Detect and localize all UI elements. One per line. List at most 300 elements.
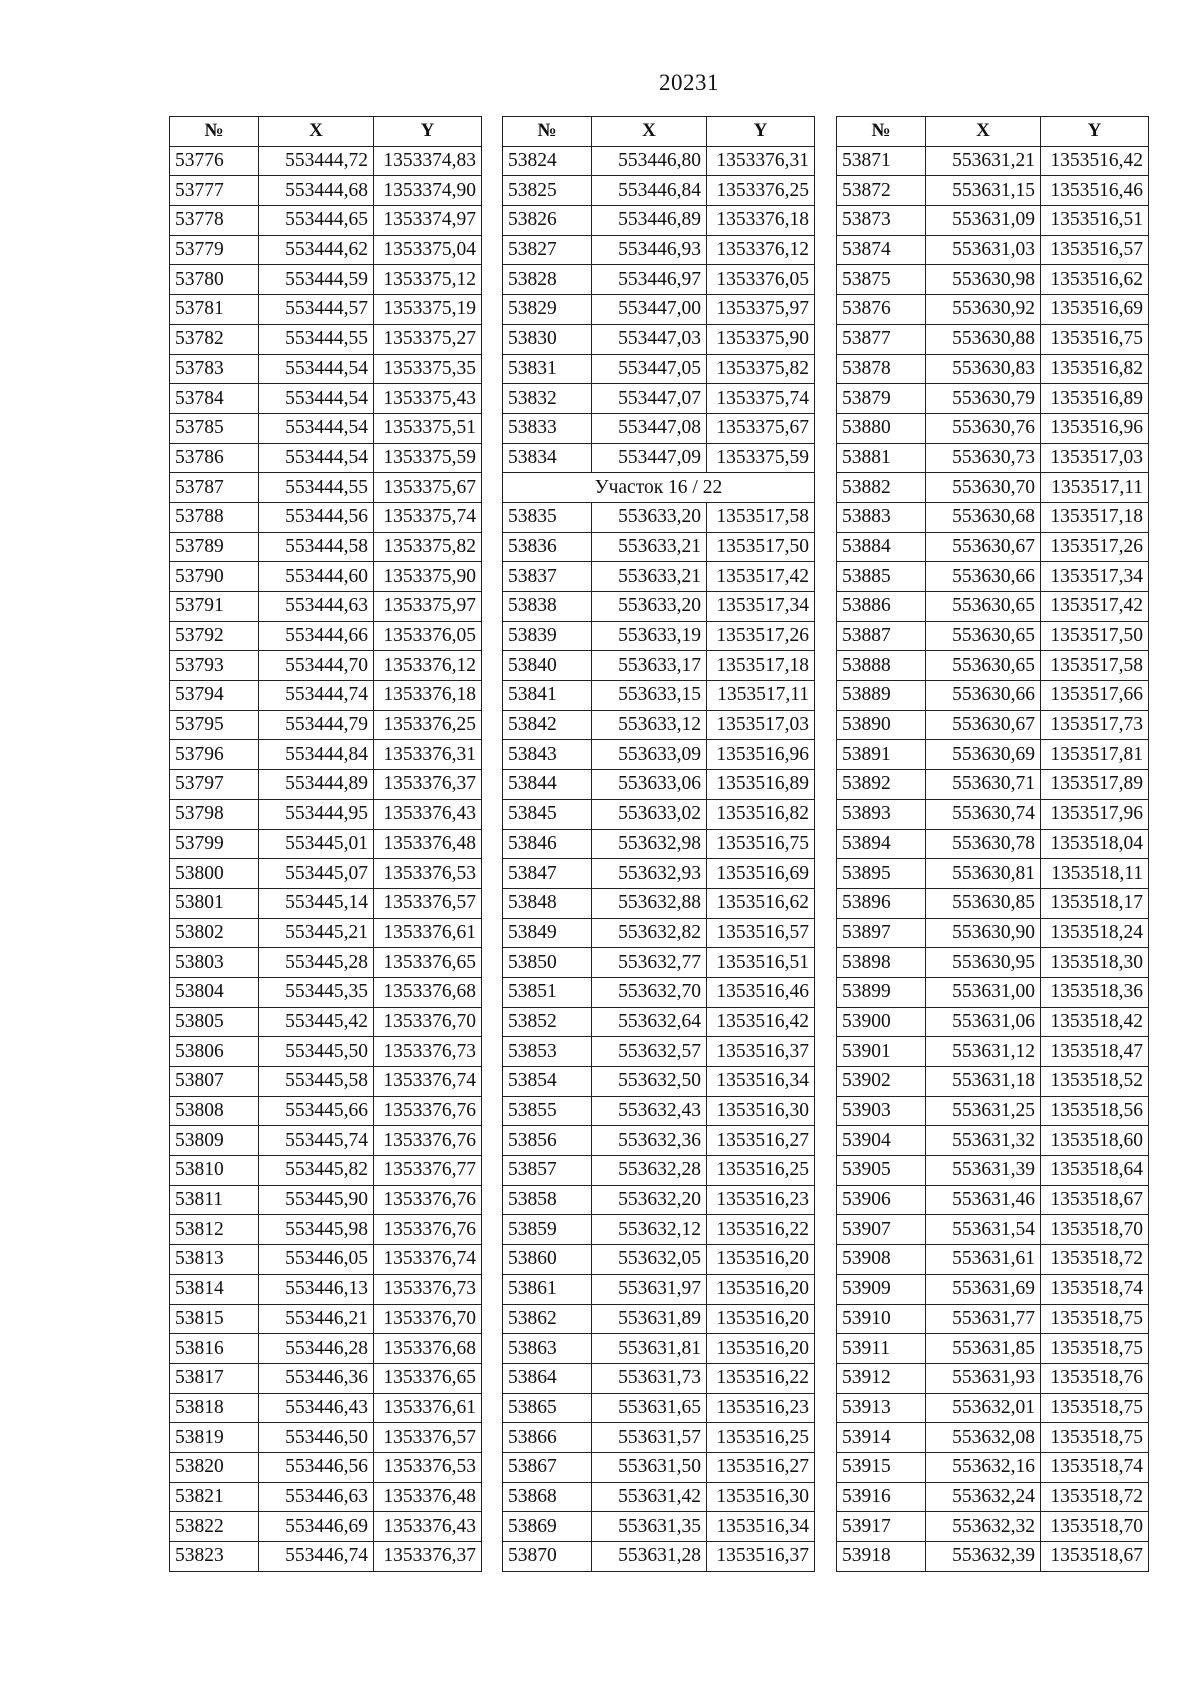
point-number-cell: 53831 bbox=[503, 354, 592, 384]
y-coordinate-cell: 1353517,26 bbox=[707, 621, 815, 651]
point-number-cell: 53854 bbox=[503, 1067, 592, 1097]
x-coordinate-cell: 553632,28 bbox=[592, 1156, 707, 1186]
point-number-cell: 53778 bbox=[170, 206, 259, 236]
x-coordinate-cell: 553445,98 bbox=[259, 1215, 374, 1245]
table-row bbox=[170, 592, 482, 622]
x-coordinate-cell: 553630,70 bbox=[926, 473, 1041, 503]
point-number-cell: 53901 bbox=[837, 1037, 926, 1067]
y-coordinate-cell: 1353376,68 bbox=[374, 977, 482, 1007]
table-row bbox=[170, 1512, 482, 1542]
x-coordinate-cell: 553631,50 bbox=[592, 1452, 707, 1482]
point-number-cell: 53819 bbox=[170, 1423, 259, 1453]
table-row bbox=[837, 473, 1149, 503]
table-row bbox=[503, 799, 815, 829]
table-row bbox=[503, 1007, 815, 1037]
table-row bbox=[503, 443, 815, 473]
x-coordinate-cell: 553444,58 bbox=[259, 532, 374, 562]
table-header bbox=[837, 117, 1149, 147]
table-row bbox=[503, 176, 815, 206]
point-number-cell: 53867 bbox=[503, 1452, 592, 1482]
y-coordinate-cell: 1353518,17 bbox=[1041, 888, 1149, 918]
x-coordinate-cell: 553444,79 bbox=[259, 710, 374, 740]
table-row bbox=[503, 502, 815, 532]
point-number-cell: 53837 bbox=[503, 562, 592, 592]
table-row bbox=[503, 888, 815, 918]
table-row bbox=[503, 1067, 815, 1097]
y-coordinate-cell: 1353518,47 bbox=[1041, 1037, 1149, 1067]
table-row bbox=[170, 324, 482, 354]
y-coordinate-cell: 1353518,74 bbox=[1041, 1452, 1149, 1482]
y-coordinate-cell: 1353375,27 bbox=[374, 324, 482, 354]
point-number-cell: 53848 bbox=[503, 888, 592, 918]
point-number-cell: 53881 bbox=[837, 443, 926, 473]
table-row bbox=[503, 1096, 815, 1126]
point-number-cell: 53808 bbox=[170, 1096, 259, 1126]
y-coordinate-cell: 1353376,73 bbox=[374, 1274, 482, 1304]
point-number-cell: 53792 bbox=[170, 621, 259, 651]
point-number-cell: 53879 bbox=[837, 384, 926, 414]
y-coordinate-cell: 1353376,31 bbox=[707, 146, 815, 176]
point-number-cell: 53794 bbox=[170, 681, 259, 711]
point-number-cell: 53878 bbox=[837, 354, 926, 384]
y-coordinate-cell: 1353375,19 bbox=[374, 295, 482, 325]
y-coordinate-cell: 1353376,57 bbox=[374, 888, 482, 918]
y-coordinate-cell: 1353516,22 bbox=[707, 1363, 815, 1393]
point-number-cell: 53887 bbox=[837, 621, 926, 651]
y-coordinate-cell: 1353376,53 bbox=[374, 1452, 482, 1482]
y-coordinate-cell: 1353518,42 bbox=[1041, 1007, 1149, 1037]
y-coordinate-cell: 1353376,05 bbox=[374, 621, 482, 651]
table-row bbox=[837, 146, 1149, 176]
x-coordinate-cell: 553444,54 bbox=[259, 443, 374, 473]
y-coordinate-cell: 1353375,59 bbox=[707, 443, 815, 473]
x-coordinate-cell: 553630,92 bbox=[926, 295, 1041, 325]
table-body bbox=[503, 146, 815, 1571]
table-row bbox=[837, 1007, 1149, 1037]
table-row bbox=[170, 829, 482, 859]
point-number-cell: 53866 bbox=[503, 1423, 592, 1453]
x-coordinate-cell: 553632,70 bbox=[592, 977, 707, 1007]
y-coordinate-cell: 1353517,11 bbox=[707, 681, 815, 711]
y-coordinate-cell: 1353516,34 bbox=[707, 1512, 815, 1542]
x-coordinate-cell: 553446,43 bbox=[259, 1393, 374, 1423]
table-row bbox=[170, 1393, 482, 1423]
table-row bbox=[837, 1185, 1149, 1215]
y-coordinate-cell: 1353516,69 bbox=[1041, 295, 1149, 325]
table-row bbox=[503, 384, 815, 414]
table-row bbox=[503, 1037, 815, 1067]
x-coordinate-cell: 553444,55 bbox=[259, 324, 374, 354]
y-coordinate-cell: 1353374,83 bbox=[374, 146, 482, 176]
table-row bbox=[170, 1304, 482, 1334]
table-row bbox=[170, 770, 482, 800]
header-x: X bbox=[259, 117, 374, 147]
y-coordinate-cell: 1353518,74 bbox=[1041, 1274, 1149, 1304]
table-row bbox=[837, 592, 1149, 622]
point-number-cell: 53859 bbox=[503, 1215, 592, 1245]
point-number-cell: 53823 bbox=[170, 1542, 259, 1572]
table-header bbox=[503, 117, 815, 147]
table-row bbox=[503, 235, 815, 265]
table-row bbox=[837, 948, 1149, 978]
x-coordinate-cell: 553633,02 bbox=[592, 799, 707, 829]
y-coordinate-cell: 1353517,34 bbox=[707, 592, 815, 622]
x-coordinate-cell: 553630,73 bbox=[926, 443, 1041, 473]
x-coordinate-cell: 553446,93 bbox=[592, 235, 707, 265]
point-number-cell: 53839 bbox=[503, 621, 592, 651]
x-coordinate-cell: 553631,57 bbox=[592, 1423, 707, 1453]
x-coordinate-cell: 553446,28 bbox=[259, 1334, 374, 1364]
x-coordinate-cell: 553444,65 bbox=[259, 206, 374, 236]
point-number-cell: 53785 bbox=[170, 413, 259, 443]
x-coordinate-cell: 553445,42 bbox=[259, 1007, 374, 1037]
point-number-cell: 53822 bbox=[170, 1512, 259, 1542]
point-number-cell: 53877 bbox=[837, 324, 926, 354]
point-number-cell: 53809 bbox=[170, 1126, 259, 1156]
point-number-cell: 53838 bbox=[503, 592, 592, 622]
x-coordinate-cell: 553632,20 bbox=[592, 1185, 707, 1215]
y-coordinate-cell: 1353376,76 bbox=[374, 1215, 482, 1245]
y-coordinate-cell: 1353516,46 bbox=[707, 977, 815, 1007]
y-coordinate-cell: 1353517,58 bbox=[1041, 651, 1149, 681]
table-row bbox=[837, 829, 1149, 859]
point-number-cell: 53916 bbox=[837, 1482, 926, 1512]
point-number-cell: 53914 bbox=[837, 1423, 926, 1453]
y-coordinate-cell: 1353375,74 bbox=[374, 502, 482, 532]
y-coordinate-cell: 1353376,65 bbox=[374, 1363, 482, 1393]
point-number-cell: 53896 bbox=[837, 888, 926, 918]
y-coordinate-cell: 1353376,43 bbox=[374, 1512, 482, 1542]
table-row bbox=[170, 1067, 482, 1097]
table-row bbox=[503, 1393, 815, 1423]
point-number-cell: 53905 bbox=[837, 1156, 926, 1186]
y-coordinate-cell: 1353516,89 bbox=[707, 770, 815, 800]
table-row bbox=[170, 1363, 482, 1393]
section-label: Участок 16 / 22 bbox=[503, 473, 815, 503]
point-number-cell: 53840 bbox=[503, 651, 592, 681]
point-number-cell: 53828 bbox=[503, 265, 592, 295]
x-coordinate-cell: 553630,78 bbox=[926, 829, 1041, 859]
x-coordinate-cell: 553630,88 bbox=[926, 324, 1041, 354]
point-number-cell: 53883 bbox=[837, 502, 926, 532]
point-number-cell: 53893 bbox=[837, 799, 926, 829]
point-number-cell: 53786 bbox=[170, 443, 259, 473]
point-number-cell: 53781 bbox=[170, 295, 259, 325]
table-row bbox=[170, 532, 482, 562]
point-number-cell: 53841 bbox=[503, 681, 592, 711]
table-row bbox=[837, 740, 1149, 770]
table-row bbox=[170, 859, 482, 889]
table-row bbox=[170, 621, 482, 651]
x-coordinate-cell: 553631,32 bbox=[926, 1126, 1041, 1156]
point-number-cell: 53803 bbox=[170, 948, 259, 978]
y-coordinate-cell: 1353518,11 bbox=[1041, 859, 1149, 889]
point-number-cell: 53904 bbox=[837, 1126, 926, 1156]
table-row bbox=[503, 324, 815, 354]
point-number-cell: 53890 bbox=[837, 710, 926, 740]
table-row bbox=[837, 710, 1149, 740]
point-number-cell: 53886 bbox=[837, 592, 926, 622]
point-number-cell: 53810 bbox=[170, 1156, 259, 1186]
x-coordinate-cell: 553444,89 bbox=[259, 770, 374, 800]
table-row bbox=[170, 740, 482, 770]
x-coordinate-cell: 553446,21 bbox=[259, 1304, 374, 1334]
table-row bbox=[503, 977, 815, 1007]
point-number-cell: 53880 bbox=[837, 413, 926, 443]
x-coordinate-cell: 553447,08 bbox=[592, 413, 707, 443]
y-coordinate-cell: 1353375,82 bbox=[374, 532, 482, 562]
point-number-cell: 53903 bbox=[837, 1096, 926, 1126]
point-number-cell: 53868 bbox=[503, 1482, 592, 1512]
table-row bbox=[837, 1423, 1149, 1453]
point-number-cell: 53856 bbox=[503, 1126, 592, 1156]
table-row bbox=[837, 1274, 1149, 1304]
y-coordinate-cell: 1353376,12 bbox=[374, 651, 482, 681]
table-row bbox=[837, 1037, 1149, 1067]
x-coordinate-cell: 553444,72 bbox=[259, 146, 374, 176]
x-coordinate-cell: 553445,07 bbox=[259, 859, 374, 889]
point-number-cell: 53842 bbox=[503, 710, 592, 740]
point-number-cell: 53802 bbox=[170, 918, 259, 948]
y-coordinate-cell: 1353516,42 bbox=[1041, 146, 1149, 176]
point-number-cell: 53784 bbox=[170, 384, 259, 414]
point-number-cell: 53821 bbox=[170, 1482, 259, 1512]
table-row bbox=[170, 562, 482, 592]
y-coordinate-cell: 1353375,97 bbox=[374, 592, 482, 622]
table-row bbox=[503, 1156, 815, 1186]
table-row bbox=[503, 918, 815, 948]
header-row bbox=[837, 117, 1149, 147]
point-number-cell: 53889 bbox=[837, 681, 926, 711]
point-number-cell: 53818 bbox=[170, 1393, 259, 1423]
x-coordinate-cell: 553631,77 bbox=[926, 1304, 1041, 1334]
x-coordinate-cell: 553632,82 bbox=[592, 918, 707, 948]
table-row bbox=[503, 651, 815, 681]
x-coordinate-cell: 553446,80 bbox=[592, 146, 707, 176]
x-coordinate-cell: 553632,43 bbox=[592, 1096, 707, 1126]
table-row bbox=[170, 354, 482, 384]
y-coordinate-cell: 1353518,36 bbox=[1041, 977, 1149, 1007]
x-coordinate-cell: 553632,93 bbox=[592, 859, 707, 889]
table-row bbox=[503, 532, 815, 562]
table-row bbox=[170, 413, 482, 443]
x-coordinate-cell: 553445,50 bbox=[259, 1037, 374, 1067]
x-coordinate-cell: 553444,60 bbox=[259, 562, 374, 592]
table-row bbox=[503, 1304, 815, 1334]
x-coordinate-cell: 553632,24 bbox=[926, 1482, 1041, 1512]
point-number-cell: 53807 bbox=[170, 1067, 259, 1097]
x-coordinate-cell: 553631,93 bbox=[926, 1363, 1041, 1393]
point-number-cell: 53892 bbox=[837, 770, 926, 800]
y-coordinate-cell: 1353376,73 bbox=[374, 1037, 482, 1067]
y-coordinate-cell: 1353518,72 bbox=[1041, 1245, 1149, 1275]
table-row bbox=[503, 1334, 815, 1364]
table-row bbox=[837, 1542, 1149, 1572]
y-coordinate-cell: 1353376,77 bbox=[374, 1156, 482, 1186]
point-number-cell: 53897 bbox=[837, 918, 926, 948]
y-coordinate-cell: 1353376,57 bbox=[374, 1423, 482, 1453]
y-coordinate-cell: 1353516,20 bbox=[707, 1245, 815, 1275]
x-coordinate-cell: 553444,74 bbox=[259, 681, 374, 711]
table-row bbox=[503, 770, 815, 800]
point-number-cell: 53825 bbox=[503, 176, 592, 206]
y-coordinate-cell: 1353516,30 bbox=[707, 1096, 815, 1126]
coordinate-table-3 bbox=[836, 116, 1149, 1572]
point-number-cell: 53858 bbox=[503, 1185, 592, 1215]
x-coordinate-cell: 553445,14 bbox=[259, 888, 374, 918]
y-coordinate-cell: 1353518,24 bbox=[1041, 918, 1149, 948]
y-coordinate-cell: 1353518,52 bbox=[1041, 1067, 1149, 1097]
y-coordinate-cell: 1353516,57 bbox=[707, 918, 815, 948]
y-coordinate-cell: 1353375,67 bbox=[707, 413, 815, 443]
x-coordinate-cell: 553446,89 bbox=[592, 206, 707, 236]
x-coordinate-cell: 553632,16 bbox=[926, 1452, 1041, 1482]
point-number-cell: 53876 bbox=[837, 295, 926, 325]
y-coordinate-cell: 1353376,25 bbox=[707, 176, 815, 206]
y-coordinate-cell: 1353516,30 bbox=[707, 1482, 815, 1512]
table-row bbox=[170, 1334, 482, 1364]
y-coordinate-cell: 1353518,70 bbox=[1041, 1215, 1149, 1245]
point-number-cell: 53799 bbox=[170, 829, 259, 859]
header-y: Y bbox=[1041, 117, 1149, 147]
x-coordinate-cell: 553444,84 bbox=[259, 740, 374, 770]
point-number-cell: 53777 bbox=[170, 176, 259, 206]
y-coordinate-cell: 1353376,74 bbox=[374, 1067, 482, 1097]
table-row bbox=[837, 1334, 1149, 1364]
point-number-cell: 53861 bbox=[503, 1274, 592, 1304]
y-coordinate-cell: 1353516,37 bbox=[707, 1037, 815, 1067]
x-coordinate-cell: 553632,05 bbox=[592, 1245, 707, 1275]
table-row bbox=[837, 502, 1149, 532]
table-row bbox=[837, 1096, 1149, 1126]
table-row bbox=[503, 295, 815, 325]
table-row bbox=[837, 176, 1149, 206]
y-coordinate-cell: 1353516,89 bbox=[1041, 384, 1149, 414]
point-number-cell: 53790 bbox=[170, 562, 259, 592]
point-number-cell: 53874 bbox=[837, 235, 926, 265]
y-coordinate-cell: 1353375,59 bbox=[374, 443, 482, 473]
y-coordinate-cell: 1353517,03 bbox=[707, 710, 815, 740]
point-number-cell: 53870 bbox=[503, 1542, 592, 1572]
point-number-cell: 53815 bbox=[170, 1304, 259, 1334]
y-coordinate-cell: 1353517,81 bbox=[1041, 740, 1149, 770]
x-coordinate-cell: 553633,09 bbox=[592, 740, 707, 770]
x-coordinate-cell: 553446,13 bbox=[259, 1274, 374, 1304]
y-coordinate-cell: 1353376,37 bbox=[374, 770, 482, 800]
y-coordinate-cell: 1353517,26 bbox=[1041, 532, 1149, 562]
table-row bbox=[837, 384, 1149, 414]
y-coordinate-cell: 1353518,72 bbox=[1041, 1482, 1149, 1512]
x-coordinate-cell: 553631,39 bbox=[926, 1156, 1041, 1186]
table-row bbox=[837, 1482, 1149, 1512]
x-coordinate-cell: 553445,82 bbox=[259, 1156, 374, 1186]
y-coordinate-cell: 1353517,89 bbox=[1041, 770, 1149, 800]
x-coordinate-cell: 553630,66 bbox=[926, 562, 1041, 592]
point-number-cell: 53907 bbox=[837, 1215, 926, 1245]
point-number-cell: 53899 bbox=[837, 977, 926, 1007]
y-coordinate-cell: 1353376,37 bbox=[374, 1542, 482, 1572]
table-row bbox=[837, 1452, 1149, 1482]
y-coordinate-cell: 1353375,43 bbox=[374, 384, 482, 414]
point-number-cell: 53795 bbox=[170, 710, 259, 740]
x-coordinate-cell: 553444,54 bbox=[259, 354, 374, 384]
table-row bbox=[837, 324, 1149, 354]
x-coordinate-cell: 553633,20 bbox=[592, 592, 707, 622]
y-coordinate-cell: 1353518,64 bbox=[1041, 1156, 1149, 1186]
x-coordinate-cell: 553445,74 bbox=[259, 1126, 374, 1156]
x-coordinate-cell: 553632,32 bbox=[926, 1512, 1041, 1542]
x-coordinate-cell: 553633,12 bbox=[592, 710, 707, 740]
point-number-cell: 53863 bbox=[503, 1334, 592, 1364]
header-row bbox=[170, 117, 482, 147]
x-coordinate-cell: 553444,68 bbox=[259, 176, 374, 206]
table-row bbox=[170, 1482, 482, 1512]
y-coordinate-cell: 1353516,27 bbox=[707, 1452, 815, 1482]
table-row bbox=[837, 206, 1149, 236]
page-number: 20231 bbox=[659, 70, 719, 95]
table-row bbox=[170, 1096, 482, 1126]
table-header bbox=[170, 117, 482, 147]
y-coordinate-cell: 1353375,67 bbox=[374, 473, 482, 503]
point-number-cell: 53847 bbox=[503, 859, 592, 889]
y-coordinate-cell: 1353376,48 bbox=[374, 829, 482, 859]
point-number-cell: 53918 bbox=[837, 1542, 926, 1572]
point-number-cell: 53804 bbox=[170, 977, 259, 1007]
table-row bbox=[503, 621, 815, 651]
y-coordinate-cell: 1353518,75 bbox=[1041, 1423, 1149, 1453]
point-number-cell: 53783 bbox=[170, 354, 259, 384]
x-coordinate-cell: 553444,54 bbox=[259, 384, 374, 414]
x-coordinate-cell: 553446,69 bbox=[259, 1512, 374, 1542]
y-coordinate-cell: 1353375,12 bbox=[374, 265, 482, 295]
point-number-cell: 53806 bbox=[170, 1037, 259, 1067]
table-row bbox=[170, 1156, 482, 1186]
point-number-cell: 53787 bbox=[170, 473, 259, 503]
table-row bbox=[170, 918, 482, 948]
point-number-cell: 53906 bbox=[837, 1185, 926, 1215]
point-number-cell: 53851 bbox=[503, 977, 592, 1007]
table-row bbox=[837, 413, 1149, 443]
y-coordinate-cell: 1353516,27 bbox=[707, 1126, 815, 1156]
table-row bbox=[837, 1126, 1149, 1156]
table-row bbox=[837, 295, 1149, 325]
table-row bbox=[837, 354, 1149, 384]
table-body bbox=[837, 146, 1149, 1571]
point-number-cell: 53793 bbox=[170, 651, 259, 681]
y-coordinate-cell: 1353376,61 bbox=[374, 918, 482, 948]
y-coordinate-cell: 1353517,50 bbox=[707, 532, 815, 562]
y-coordinate-cell: 1353516,20 bbox=[707, 1304, 815, 1334]
point-number-cell: 53797 bbox=[170, 770, 259, 800]
x-coordinate-cell: 553446,36 bbox=[259, 1363, 374, 1393]
y-coordinate-cell: 1353518,30 bbox=[1041, 948, 1149, 978]
point-number-cell: 53800 bbox=[170, 859, 259, 889]
table-row bbox=[503, 681, 815, 711]
y-coordinate-cell: 1353376,48 bbox=[374, 1482, 482, 1512]
y-coordinate-cell: 1353517,66 bbox=[1041, 681, 1149, 711]
y-coordinate-cell: 1353518,76 bbox=[1041, 1363, 1149, 1393]
x-coordinate-cell: 553445,66 bbox=[259, 1096, 374, 1126]
y-coordinate-cell: 1353516,23 bbox=[707, 1393, 815, 1423]
y-coordinate-cell: 1353517,03 bbox=[1041, 443, 1149, 473]
table-row bbox=[170, 176, 482, 206]
y-coordinate-cell: 1353517,42 bbox=[1041, 592, 1149, 622]
table-row bbox=[503, 592, 815, 622]
x-coordinate-cell: 553446,56 bbox=[259, 1452, 374, 1482]
table-row bbox=[837, 265, 1149, 295]
x-coordinate-cell: 553447,09 bbox=[592, 443, 707, 473]
y-coordinate-cell: 1353517,42 bbox=[707, 562, 815, 592]
